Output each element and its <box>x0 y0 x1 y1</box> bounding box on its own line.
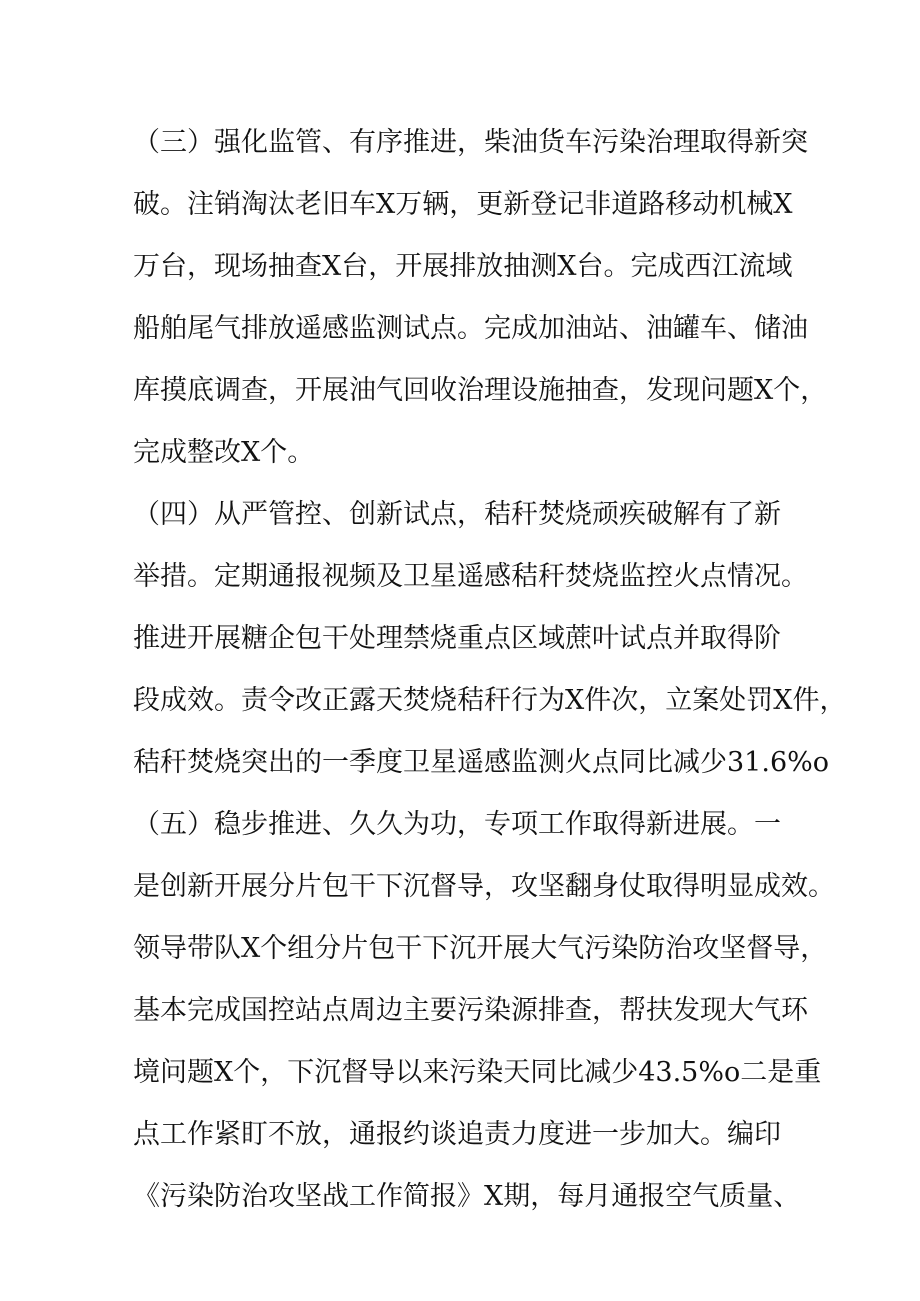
section-3-line-5: 库摸底调查，开展油气回收治理设施抽查，发现问题X个， <box>133 375 828 406</box>
section-5-line-7: 《污染防治攻坚战工作简报》X期，每月通报空气质量、 <box>133 1181 801 1212</box>
section-5-line-6: 点工作紧盯不放，通报约谈追责力度进一步加大。编印 <box>133 1119 781 1150</box>
section-4-line-5: 秸秆焚烧突出的一季度卫星遥感监测火点同比减少31.6%o <box>133 747 830 778</box>
section-5-line-5: 境问题X个，下沉督导以来污染天同比减少43.5%o二是重 <box>133 1057 822 1088</box>
section-3-line-6: 完成整改X个。 <box>133 437 315 468</box>
section-3-line-3: 万台，现场抽查X台，开展排放抽测X台。完成西江流域 <box>133 251 793 282</box>
section-3-line-2: 破。注销淘汰老旧车X万辆，更新登记非道路移动机械X <box>133 189 793 220</box>
section-5-line-3: 领导带队X个组分片包干下沉开展大气污染防治攻坚督导， <box>133 933 828 964</box>
section-4-line-2: 举措。定期通报视频及卫星遥感秸秆焚烧监控火点情况。 <box>133 561 808 592</box>
section-5-line-4: 基本完成国控站点周边主要污染源排查，帮扶发现大气环 <box>133 995 808 1026</box>
section-4-line-3: 推进开展糖企包干处理禁烧重点区域蔗叶试点并取得阶 <box>133 623 781 654</box>
section-3-line-1: （三）强化监管、有序推进，柴油货车污染治理取得新突 <box>133 127 808 158</box>
section-3-line-4: 船舶尾气排放遥感监测试点。完成加油站、油罐车、储油 <box>133 313 808 344</box>
section-5-line-1: （五）稳步推进、久久为功，专项工作取得新进展。一 <box>133 809 781 840</box>
section-5-line-2: 是创新开展分片包干下沉督导，攻坚翻身仗取得明显成效。 <box>133 871 835 902</box>
section-4-line-4: 段成效。责令改正露天焚烧秸秆行为X件次，立案处罚X件， <box>133 685 847 716</box>
section-4-line-1: （四）从严管控、创新试点，秸秆焚烧顽疾破解有了新 <box>133 499 781 530</box>
